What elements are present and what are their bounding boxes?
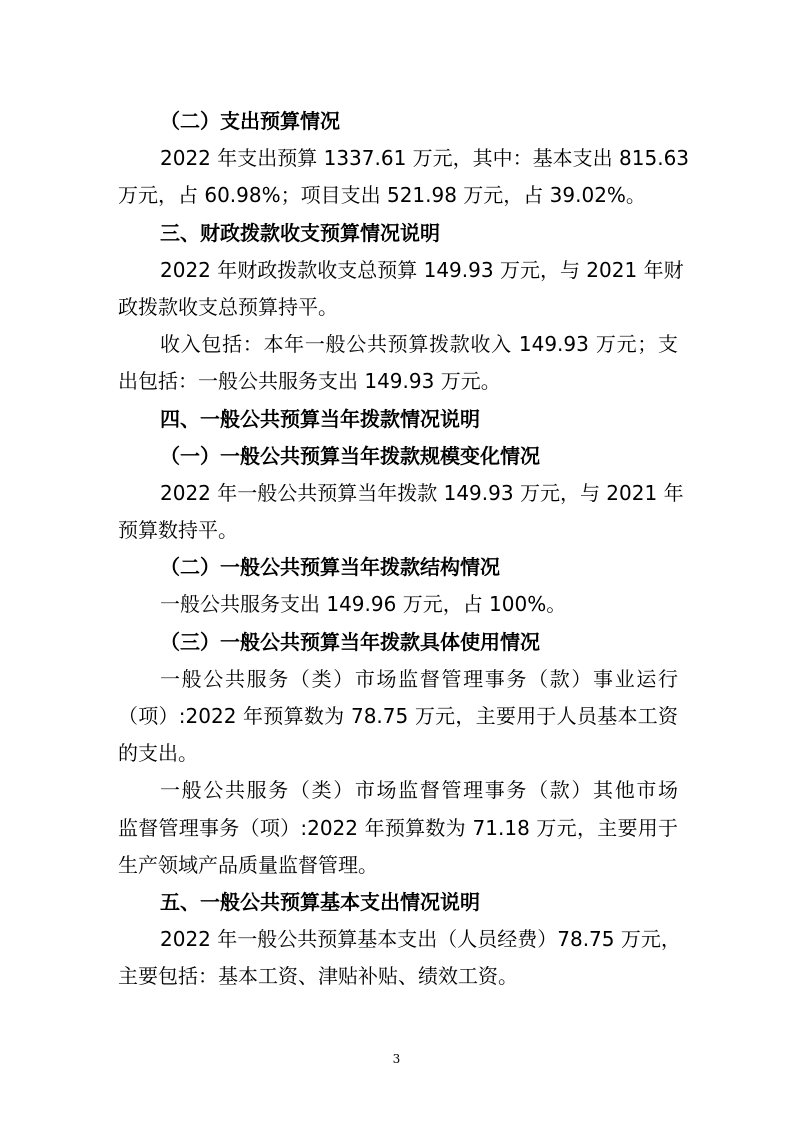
body-text-line: 一般公共服务支出 149.96 万元，占 100%。 [160,592,567,617]
body-text-line: （项）:2022 年预算数为 78.75 万元，主要用于人员基本工资 [118,704,678,728]
section-heading: （二）一般公共预算当年拨款结构情况 [160,555,500,580]
document-body [118,103,690,996]
body-text-line: 2022 年支出预算 1337.61 万元，其中：基本支出 815.63 [160,146,690,171]
body-text-line: 2022 年财政拨款收支总预算 149.93 万元，与 2021 年财 [160,257,684,282]
body-text-line: 生产领域产品质量监督管理。 [118,852,378,877]
body-text-line: 一般公共服务（类）市场监督管理事务（款）事业运行 [160,666,678,691]
body-text-line: 出包括：一般公共服务支出 149.93 万元。 [118,369,501,394]
section-heading: 三、财政拨款收支预算情况说明 [160,220,440,245]
body-text-line: 政拨款收支总预算持平。 [118,294,338,319]
section-heading: 五、一般公共预算基本支出情况说明 [160,889,480,914]
body-text-line: 2022 年一般公共预算当年拨款 149.93 万元，与 2021 年 [160,480,684,505]
body-text-line: 预算数持平。 [118,518,238,543]
section-heading: （三）一般公共预算当年拨款具体使用情况 [160,629,540,654]
body-text-line: 收入包括：本年一般公共预算拨款收入 149.93 万元；支 [160,332,678,357]
body-text-line: 主要包括：基本工资、津贴补贴、绩效工资。 [118,964,518,989]
body-text-line: 2022 年一般公共预算基本支出（人员经费）78.75 万元， [160,927,681,952]
body-text-line: 监督管理事务（项）:2022 年预算数为 71.18 万元，主要用于 [118,815,678,840]
body-text-line: 万元，占 60.98%；项目支出 521.98 万元，占 39.02%。 [118,183,646,208]
section-heading: （一）一般公共预算当年拨款规模变化情况 [160,443,540,468]
body-text-line: 一般公共服务（类）市场监督管理事务（款）其他市场 [160,778,678,803]
body-text-line: 的支出。 [118,741,198,766]
section-heading: （二）支出预算情况 [160,109,340,133]
page-number: 3 [392,1052,401,1066]
section-heading: 四、一般公共预算当年拨款情况说明 [160,406,480,431]
